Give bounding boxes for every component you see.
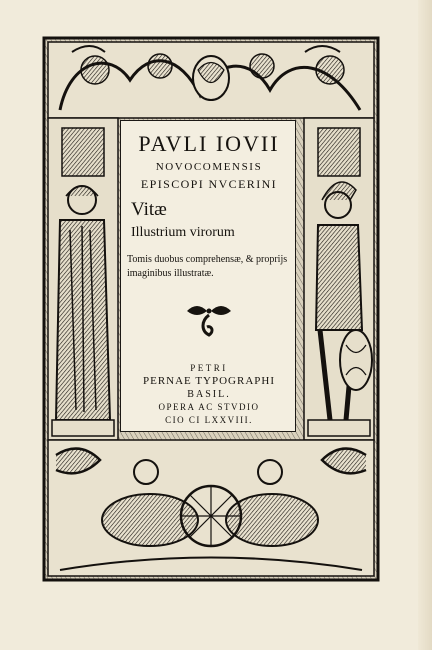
right-armored-figure — [304, 118, 374, 440]
left-robed-figure — [48, 118, 118, 440]
title-panel — [120, 120, 296, 432]
bottom-reclining-figures — [48, 440, 374, 576]
work-subtitle: Illustrium virorum — [131, 225, 235, 240]
work-title: Vitæ — [131, 199, 167, 220]
imprint-date: CIO CI LXXVIII. — [165, 415, 253, 425]
top-cherubs-ornament — [48, 42, 374, 118]
printers-fleuron-icon — [181, 301, 237, 341]
imprint-printer: PERNAE TYPOGRAPHI — [142, 375, 275, 387]
author-origin: NOVOCOMENSIS — [155, 161, 263, 173]
work-description: Tomis duobus comprehensæ, & proprijs imaginibus illustratæ. — [127, 254, 288, 279]
author-office: EPISCOPI NVCERINI — [140, 177, 278, 191]
author-name: PAVLI IOVII — [138, 131, 280, 156]
imprint-credit: OPERA AC STVDIO — [158, 402, 260, 412]
imprint-city: BASIL. — [187, 389, 231, 400]
imprint-printer-first: PETRI — [190, 363, 228, 373]
